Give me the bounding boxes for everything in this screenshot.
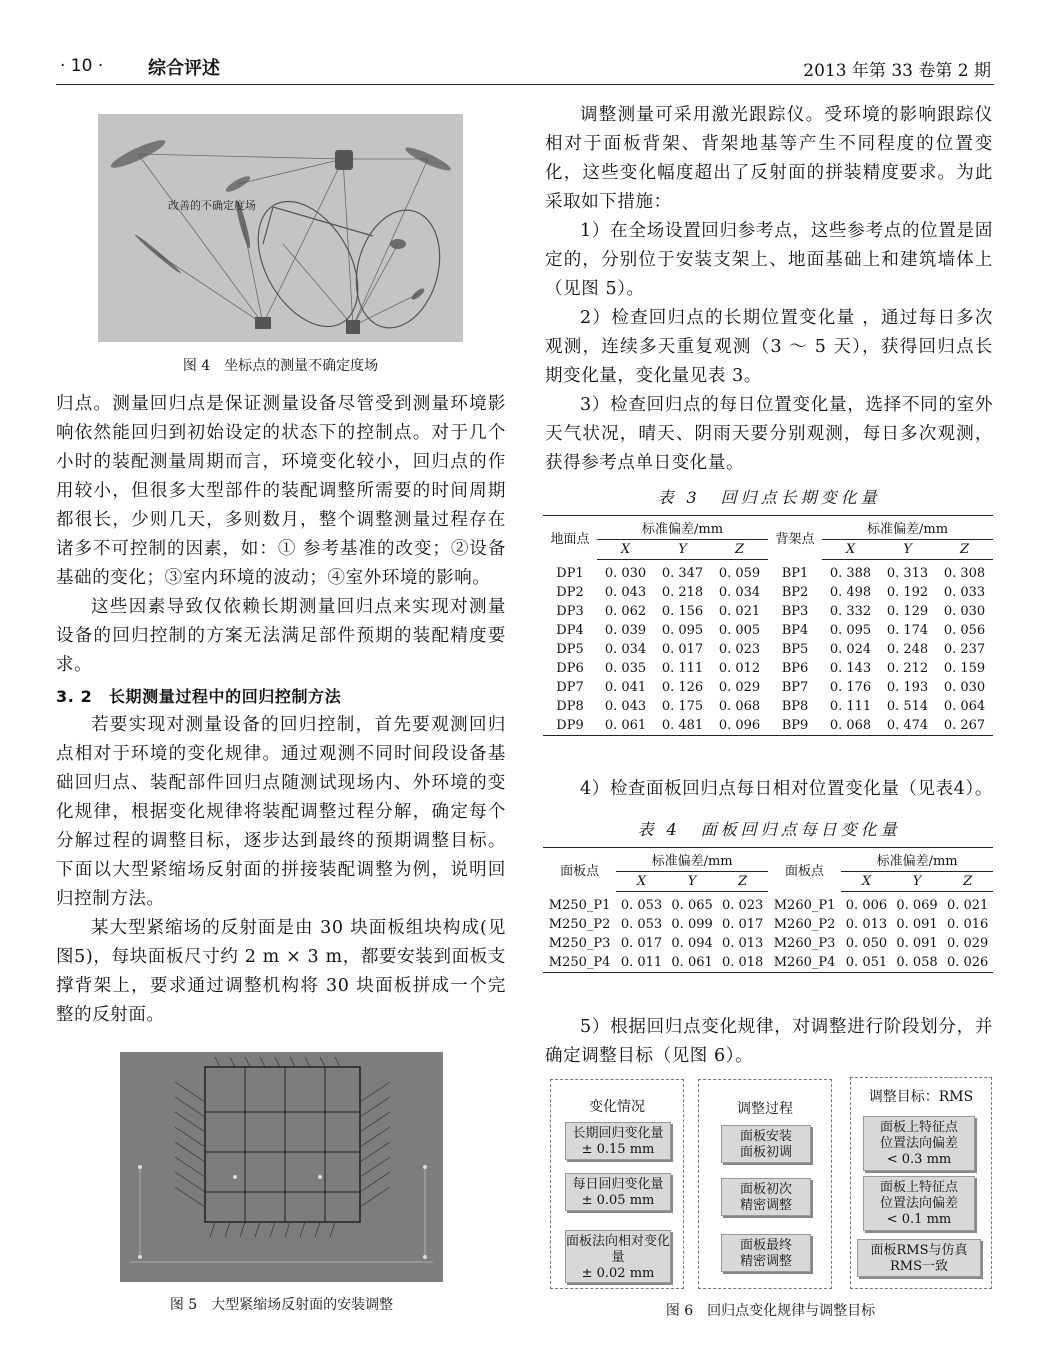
table-cell: 0. 347: [661, 566, 704, 581]
table-header: 标准偏差/mm: [841, 848, 993, 872]
table-cell: 0. 514: [886, 699, 929, 714]
table-cell: 0. 021: [718, 604, 761, 619]
figure-6-box: 长期回归变化量 ± 0.15 mm: [565, 1122, 671, 1160]
table-cell: 0. 053: [620, 898, 663, 913]
table-row: [543, 602, 993, 621]
table-header: Y: [879, 540, 936, 560]
table-cell: 0. 237: [943, 642, 986, 657]
table-cell: 0. 065: [671, 898, 713, 913]
figure-6-column-targets: [850, 1077, 992, 1289]
table-cell: 0. 176: [829, 680, 872, 695]
issue-info: 2013 年第 33 卷第 2 期: [803, 61, 991, 81]
table-cell: DP7: [556, 680, 584, 695]
paragraph: 若要实现对测量设备的回归控制，首先要观测回归点相对于环境的变化规律。通过观测不同时间段设备基础回归点、装配部件回归点随测试现场内、外环境的变化规律，根据变化规律将装配调整过程分解，确定每个分解过程的调整目标，逐步达到最终的预期调整目标。下面以大型紧缩场反射面的拼接装配调整为例，说明回归控制方法。: [56, 715, 506, 909]
table-row: [543, 678, 993, 697]
table-header: Z: [717, 872, 768, 892]
paragraph: 调整测量可采用激光跟踪仪。受环境的影响跟踪仪相对于面板背架、背架地基等产生不同程度的位置变化，这些变化幅度超出了反射面的拼装精度要求。为此采取如下措施：: [545, 105, 993, 212]
table-cell: 0. 012: [718, 661, 761, 676]
table-header: 面板点: [768, 848, 841, 892]
figure-6-box: 面板上特征点 位置法向偏差 < 0.1 mm: [863, 1176, 975, 1231]
figure-6-column-title: 变化情况: [589, 1099, 645, 1115]
table-cell: BP1: [781, 565, 809, 581]
table-header: X: [597, 540, 654, 560]
table-header: 标准偏差/mm: [597, 516, 768, 540]
figure-6-column-title: 调整过程: [737, 1101, 793, 1117]
table-row: [543, 560, 993, 584]
table-cell: 0. 016: [946, 917, 989, 932]
figure-6-column-changes: [550, 1079, 684, 1289]
paragraph: 4）检查面板回归点每日相对位置变化量（见表4）。: [580, 779, 993, 799]
table-cell: 0. 030: [943, 680, 986, 695]
table-cell: 0. 056: [943, 623, 986, 638]
table-cell: BP9: [768, 716, 822, 736]
table-cell: BP4: [781, 623, 809, 638]
figure-5-image: [120, 1052, 443, 1282]
table-cell: 0. 091: [896, 936, 938, 951]
table-header: 背架点: [768, 516, 822, 560]
table-cell: 0. 126: [661, 680, 704, 695]
table-cell: 0. 481: [654, 716, 711, 736]
table-cell: 0. 029: [718, 680, 761, 695]
table-header: Z: [942, 872, 993, 892]
figure-5-caption: 图 5 大型紧缩场反射面的安装调整: [169, 1297, 394, 1313]
table-cell: BP2: [781, 585, 809, 600]
table-cell: 0. 039: [604, 623, 647, 638]
figure-4-label: 改善的不确定度场: [168, 199, 256, 212]
table-cell: 0. 006: [845, 898, 888, 913]
table-cell: 0. 267: [936, 716, 993, 736]
table-cell: 0. 026: [942, 953, 993, 973]
table-3: [543, 515, 993, 736]
table-header: 标准偏差/mm: [822, 516, 993, 540]
table-cell: M260_P3: [773, 936, 836, 951]
table-header: X: [822, 540, 879, 560]
table-cell: 0. 030: [943, 604, 986, 619]
table-cell: DP5: [556, 642, 584, 657]
table-cell: DP9: [543, 716, 597, 736]
column-title: 综合评述: [148, 58, 220, 79]
table-header: 面板点: [543, 848, 616, 892]
paragraph: 某大型紧缩场的反射面是由 30 块面板组块构成(见图5)，每块面板尺寸约 2 m × 3 m，都要安装到面板支撑背架上，要求通过调整机构将 30 块面板拼成一个完整的反射面。: [56, 918, 506, 1025]
table-cell: 0. 068: [822, 716, 879, 736]
table-cell: 0. 017: [620, 936, 663, 951]
table-row: [543, 640, 993, 659]
table-cell: 0. 094: [671, 936, 713, 951]
table-cell: 0. 011: [616, 953, 667, 973]
table-cell: DP2: [556, 585, 584, 600]
table-cell: DP6: [556, 661, 584, 676]
table-row: [543, 892, 993, 916]
table-cell: 0. 069: [896, 898, 938, 913]
figure-6-box: 面板RMS与仿真 RMS一致: [857, 1239, 981, 1277]
table-4-title: 表 4 面板回归点每日变化量: [637, 820, 901, 839]
table-cell: M250_P4: [543, 953, 616, 973]
table-cell: 0. 218: [661, 585, 704, 600]
table-cell: 0. 156: [661, 604, 704, 619]
table-cell: 0. 129: [886, 604, 929, 619]
paragraph: 3）检查回归点的每日位置变化量，选择不同的室外天气状况，晴天、阴雨天要分别观测，每日多次观测，获得参考点单日变化量。: [545, 395, 993, 473]
figure-6-box: 面板最终 精密调整: [721, 1234, 811, 1272]
table-cell: 0. 062: [604, 604, 647, 619]
table-cell: BP3: [781, 604, 809, 619]
table-cell: 0. 050: [845, 936, 888, 951]
table-cell: 0. 061: [597, 716, 654, 736]
table-header: Y: [654, 540, 711, 560]
table-cell: DP3: [556, 604, 584, 619]
table-cell: 0. 043: [604, 585, 647, 600]
table-cell: 0. 111: [661, 661, 704, 676]
right-column-text-mid: [545, 775, 993, 804]
table-cell: M250_P2: [548, 917, 611, 932]
figure-6-caption: 图 6 回归点变化规律与调整目标: [665, 1303, 876, 1319]
table-cell: M250_P1: [548, 897, 611, 913]
table-cell: 0. 017: [661, 642, 704, 657]
table-header: Z: [711, 540, 768, 560]
uncertainty-field-drawing: [98, 114, 463, 342]
table-cell: 0. 159: [943, 661, 986, 676]
figure-6-box: 每日回归变化量 ± 0.05 mm: [565, 1173, 671, 1211]
table-cell: 0. 058: [892, 953, 943, 973]
table-cell: 0. 041: [604, 680, 647, 695]
table-cell: 0. 051: [841, 953, 892, 973]
table-cell: BP6: [781, 661, 809, 676]
table-cell: 0. 308: [943, 566, 986, 581]
table-cell: 0. 174: [886, 623, 929, 638]
paragraph: 5）根据回归点变化规律，对调整进行阶段划分，并确定调整目标（见图 6）。: [545, 1017, 993, 1066]
table-cell: 0. 059: [718, 566, 761, 581]
paragraph: 这些因素导致仅依赖长期测量回归点来实现对测量设备的回归控制的方案无法满足部件预期的装配精度要求。: [56, 597, 506, 675]
table-4: [543, 847, 993, 973]
table-row: [543, 915, 993, 934]
table-cell: BP7: [781, 680, 809, 695]
table-cell: 0. 064: [943, 699, 986, 714]
table-cell: DP8: [556, 699, 584, 714]
table-cell: 0. 068: [718, 699, 761, 714]
table-cell: 0. 005: [718, 623, 761, 638]
table-cell: 0. 095: [661, 623, 704, 638]
table-cell: 0. 013: [845, 917, 888, 932]
table-header: Z: [936, 540, 993, 560]
table-header: Y: [892, 872, 943, 892]
paragraph: 1）在全场设置回归参考点，这些参考点的位置是固定的，分别位于安装支架上、地面基础上和建筑墙体上（见图 5）。: [545, 221, 993, 299]
table-cell: 0. 021: [946, 898, 989, 913]
figure-6-box: 面板初次 精密调整: [721, 1178, 811, 1216]
paragraph: 2）检查回归点的长期位置变化量 ，通过每日多次观测，连续多天重复观测（3 ～ 5 天），获得回归点长期变化量，变化量见表 3。: [545, 308, 993, 386]
section-heading: 3. 2 长期测量过程中的回归控制方法: [56, 687, 342, 706]
table-cell: 0. 034: [604, 642, 647, 657]
table-cell: 0. 061: [667, 953, 718, 973]
figure-6-box: 面板上特征点 位置法向偏差 < 0.3 mm: [863, 1116, 975, 1171]
table-row: [543, 621, 993, 640]
table-cell: 0. 332: [829, 604, 872, 619]
table-header: X: [841, 872, 892, 892]
header-rule: [56, 84, 994, 85]
table-cell: 0. 091: [896, 917, 938, 932]
reflector-assembly-drawing: [120, 1052, 443, 1282]
figure-6-box: 面板法向相对变化量 ± 0.02 mm: [565, 1230, 671, 1283]
table-cell: 0. 193: [886, 680, 929, 695]
table-cell: 0. 212: [886, 661, 929, 676]
table-cell: M260_P4: [768, 953, 841, 973]
figure-6-box: 面板安装 面板初调: [721, 1125, 811, 1163]
figure-4-caption: 图 4 坐标点的测量不确定度场: [182, 358, 379, 374]
table-cell: 0. 053: [620, 917, 663, 932]
table-cell: 0. 248: [886, 642, 929, 657]
table-cell: 0. 024: [829, 642, 872, 657]
table-cell: 0. 034: [718, 585, 761, 600]
table-cell: DP1: [556, 565, 584, 581]
table-cell: 0. 035: [604, 661, 647, 676]
table-cell: 0. 192: [886, 585, 929, 600]
table-cell: 0. 474: [879, 716, 936, 736]
table-header: X: [616, 872, 667, 892]
table-row: [543, 953, 993, 973]
paragraph: 归点。测量回归点是保证测量设备尽管受到测量环境影响依然能回归到初始设定的状态下的控制点。对于几个小时的装配测量周期而言，环境变化较小，回归点的作用较小，但很多大型部件的装配调整所需要的时间周期都很长，少则几天，多则数月，整个调整测量过程存在诸多不可控制的因素，如：① 参考基准的改变；②设备基础的变化；③室内环境的波动；④室外环境的影响。: [56, 394, 506, 588]
table-3-title: 表 3 回归点长期变化量: [657, 488, 881, 507]
table-cell: M250_P3: [548, 936, 611, 951]
table-cell: 0. 498: [829, 585, 872, 600]
page-number: · 10 ·: [60, 56, 104, 76]
table-cell: 0. 018: [717, 953, 768, 973]
table-cell: 0. 143: [829, 661, 872, 676]
table-cell: 0. 033: [943, 585, 986, 600]
table-cell: 0. 030: [604, 566, 647, 581]
table-cell: 0. 111: [829, 699, 872, 714]
table-cell: 0. 388: [829, 566, 872, 581]
table-cell: 0. 017: [721, 917, 764, 932]
figure-6-column-process: [698, 1079, 832, 1289]
table-row: [543, 934, 993, 953]
table-cell: 0. 313: [886, 566, 929, 581]
table-cell: M260_P1: [773, 897, 836, 913]
table-cell: 0. 095: [829, 623, 872, 638]
table-cell: M260_P2: [773, 917, 836, 932]
table-cell: 0. 175: [661, 699, 704, 714]
table-cell: BP5: [781, 642, 809, 657]
table-row: [543, 697, 993, 716]
figure-4-image: [98, 114, 463, 342]
table-cell: BP8: [781, 699, 809, 714]
table-cell: 0. 096: [711, 716, 768, 736]
table-row: [543, 659, 993, 678]
figure-6-column-title: 调整目标：RMS: [868, 1089, 974, 1105]
table-cell: 0. 043: [604, 699, 647, 714]
table-cell: 0. 023: [721, 898, 764, 913]
right-column-text-bottom: [545, 1013, 993, 1071]
table-cell: 0. 023: [718, 642, 761, 657]
table-header: Y: [667, 872, 718, 892]
table-row: [543, 716, 993, 736]
figure-6-diagram: [548, 1077, 993, 1292]
left-column-text: [56, 390, 506, 1030]
table-cell: 0. 099: [671, 917, 713, 932]
table-cell: 0. 029: [946, 936, 989, 951]
table-header: 地面点: [543, 516, 597, 560]
right-column-text-top: [545, 101, 993, 478]
table-cell: 0. 013: [721, 936, 764, 951]
table-row: [543, 583, 993, 602]
table-header: 标准偏差/mm: [616, 848, 768, 872]
table-cell: DP4: [556, 623, 584, 638]
